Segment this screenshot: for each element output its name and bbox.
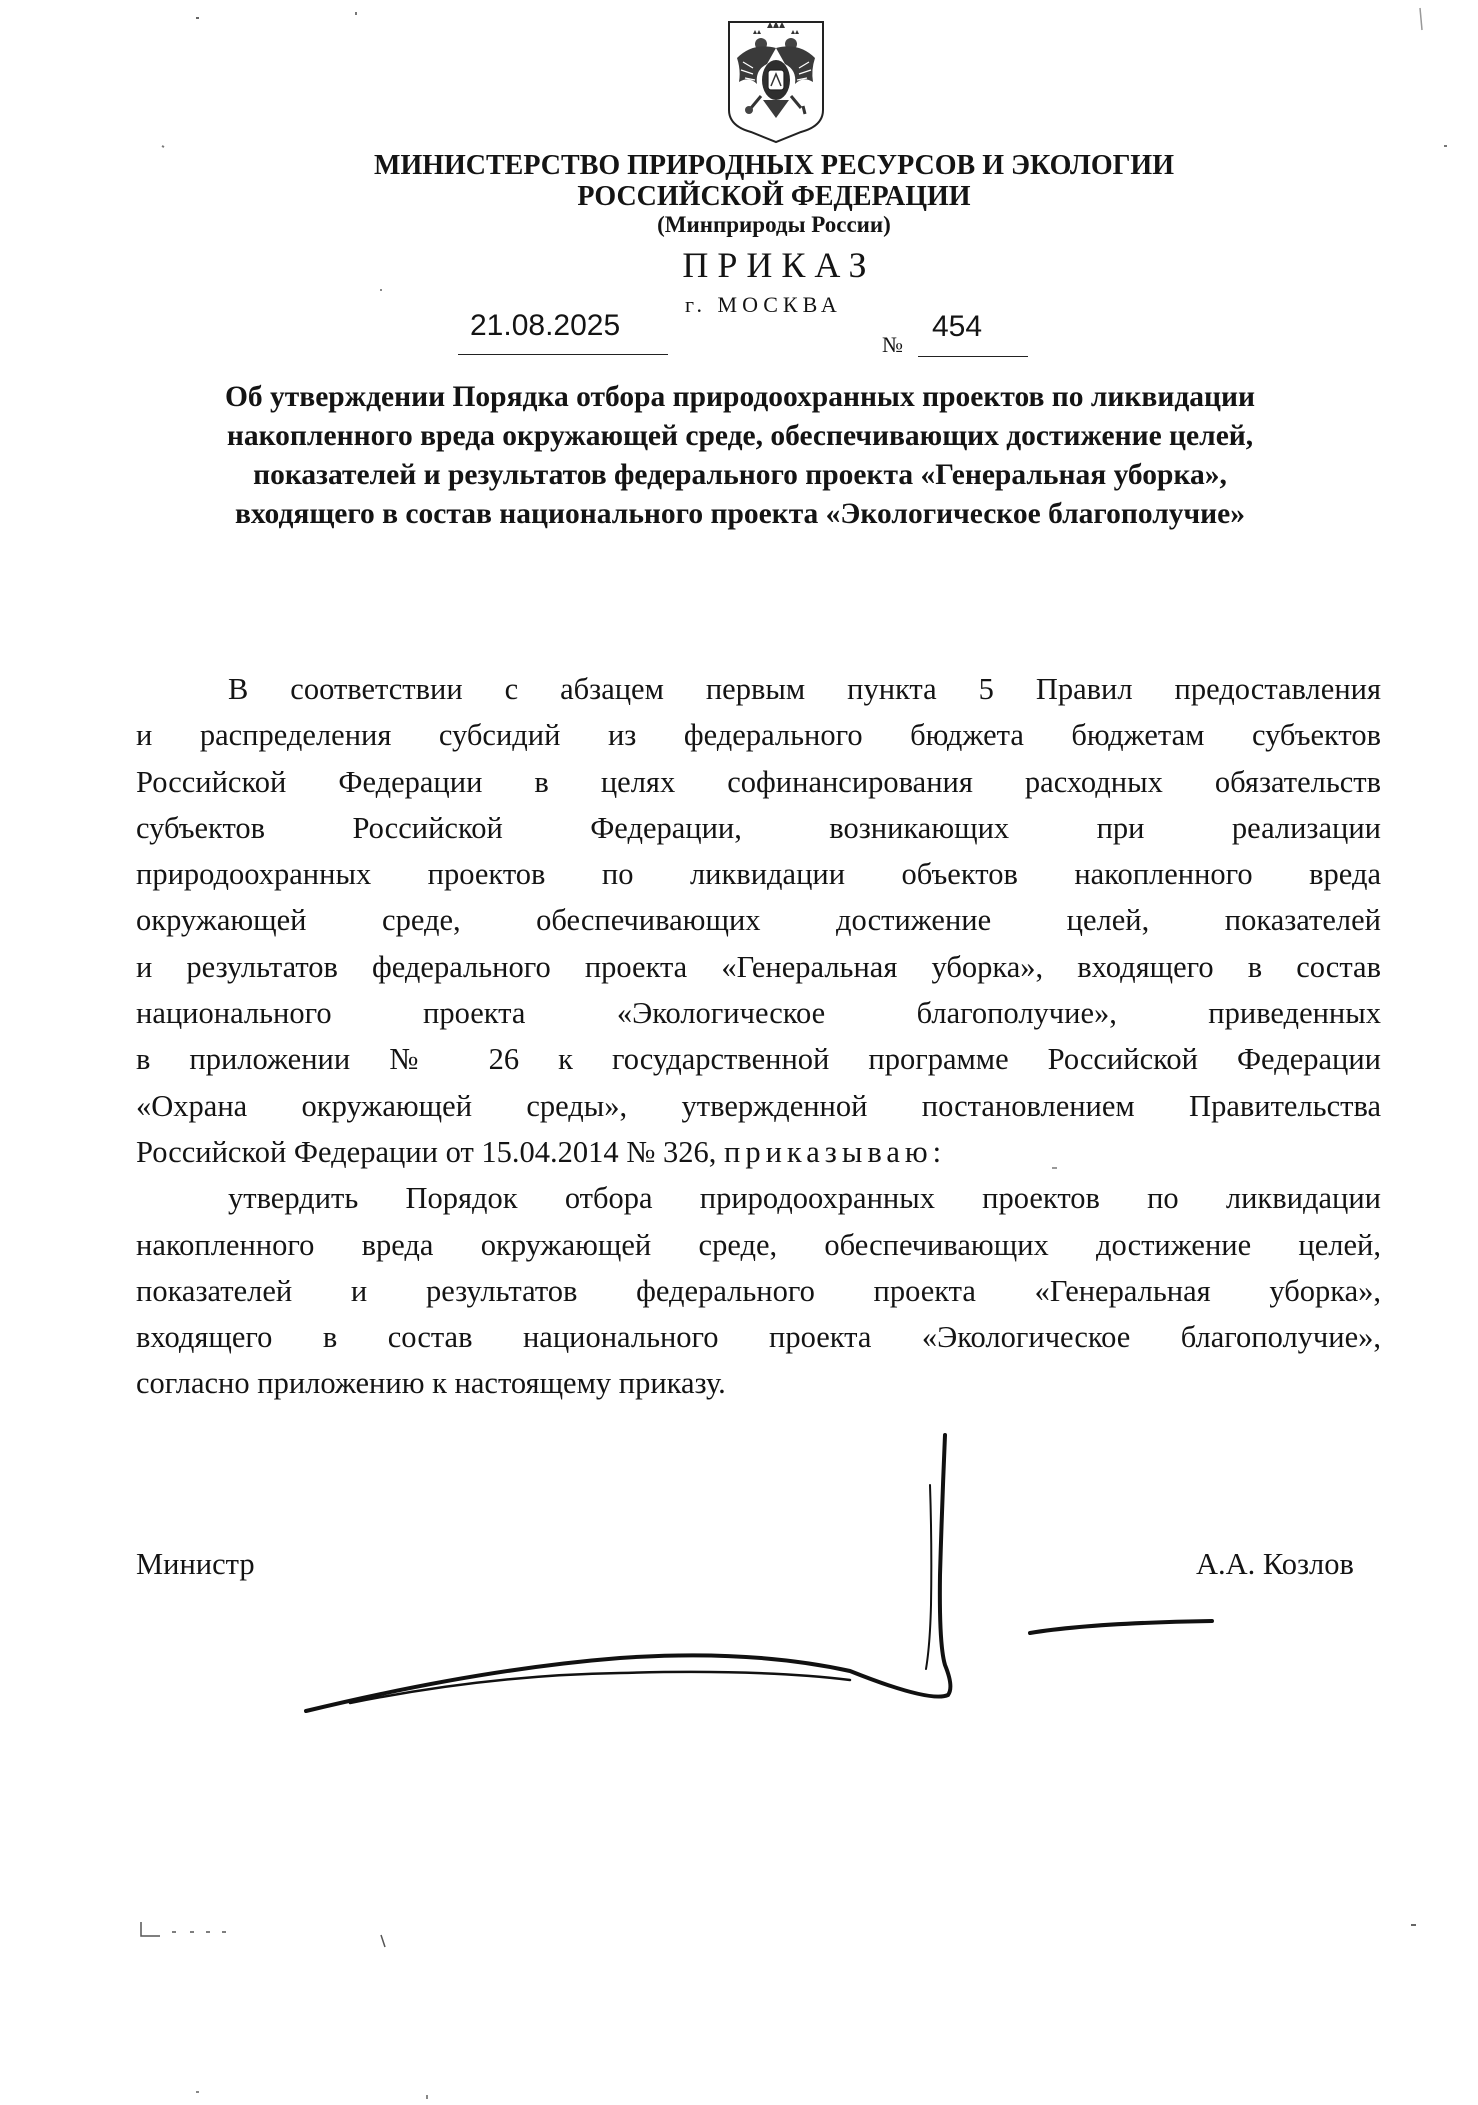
- order-number: 454: [932, 310, 983, 343]
- body-line: природоохранных проектов по ликвидации объектов накопленного вреда: [136, 857, 1381, 892]
- body-line: и результатов федерального проекта «Генеральная уборка», входящего в состав: [136, 949, 1381, 984]
- signatory-position: Министр: [136, 1547, 255, 1581]
- date-underline: [458, 354, 668, 355]
- body-line: Российской Федерации от 15.04.2014 № 326,: [136, 1134, 717, 1169]
- title-line: Об утверждении Порядка отбора природоохранных проектов по ликвидации: [224, 381, 1256, 413]
- number-sign: №: [882, 332, 903, 357]
- title-line: входящего в состав национального проекта «Экологическое благополучие»: [235, 498, 1245, 530]
- title-line: показателей и результатов федерального проекта «Генеральная уборка»,: [253, 459, 1227, 491]
- city: г. МОСКВА: [685, 292, 842, 317]
- ministry-name: [0, 150, 1478, 212]
- body-line: утвердить Порядок отбора природоохранных проектов по ликвидации: [228, 1181, 1381, 1216]
- ministry-short-name: (Минприроды России): [657, 212, 891, 237]
- title-line: накопленного вреда окружающей среде, обеспечивающих достижение целей,: [226, 420, 1254, 452]
- document-type: ПРИКАЗ: [682, 245, 876, 285]
- order-title: [120, 378, 1360, 534]
- ministry-name-line2: РОССИЙСКОЙ ФЕДЕРАЦИИ: [577, 181, 971, 212]
- body-line: накопленного вреда окружающей среде, обеспечивающих достижение целей,: [136, 1227, 1381, 1262]
- body-line: показателей и результатов федерального проекта «Генеральная уборка»,: [136, 1273, 1381, 1308]
- body-line: и распределения субсидий из федерального бюджета бюджетам субъектов: [136, 718, 1381, 753]
- order-date: 21.08.2025: [470, 309, 621, 342]
- order-word: приказываю:: [724, 1134, 947, 1169]
- body-line: окружающей среде, обеспечивающих достижение целей, показателей: [136, 903, 1381, 938]
- number-underline: [918, 356, 1028, 357]
- order-body: [136, 666, 1381, 1407]
- body-line-with-order-word: [136, 1129, 1381, 1175]
- ministry-name-line1: МИНИСТЕРСТВО ПРИРОДНЫХ РЕСУРСОВ И ЭКОЛОГИИ: [374, 150, 1174, 181]
- body-line: в приложении № 26 к государственной программе Российской Федерации: [136, 1042, 1381, 1077]
- body-line: «Охрана окружающей среды», утвержденной постановлением Правительства: [136, 1088, 1381, 1123]
- body-line: национального проекта «Экологическое благополучие», приведенных: [136, 996, 1381, 1031]
- body-line: В соответствии с абзацем первым пункта 5 Правил предоставления: [228, 672, 1381, 706]
- handwritten-signature: [290, 1425, 1250, 1735]
- body-line: входящего в состав национального проекта «Экологическое благополучие»,: [136, 1320, 1381, 1355]
- body-line: согласно приложению к настоящему приказу.: [136, 1366, 726, 1401]
- body-line: Российской Федерации в целях софинансирования расходных обязательств: [136, 764, 1381, 799]
- signatory-name: А.А. Козлов: [1196, 1547, 1354, 1581]
- coat-of-arms-emblem: [723, 18, 829, 146]
- body-line: субъектов Российской Федерации, возникающих при реализации: [136, 810, 1381, 845]
